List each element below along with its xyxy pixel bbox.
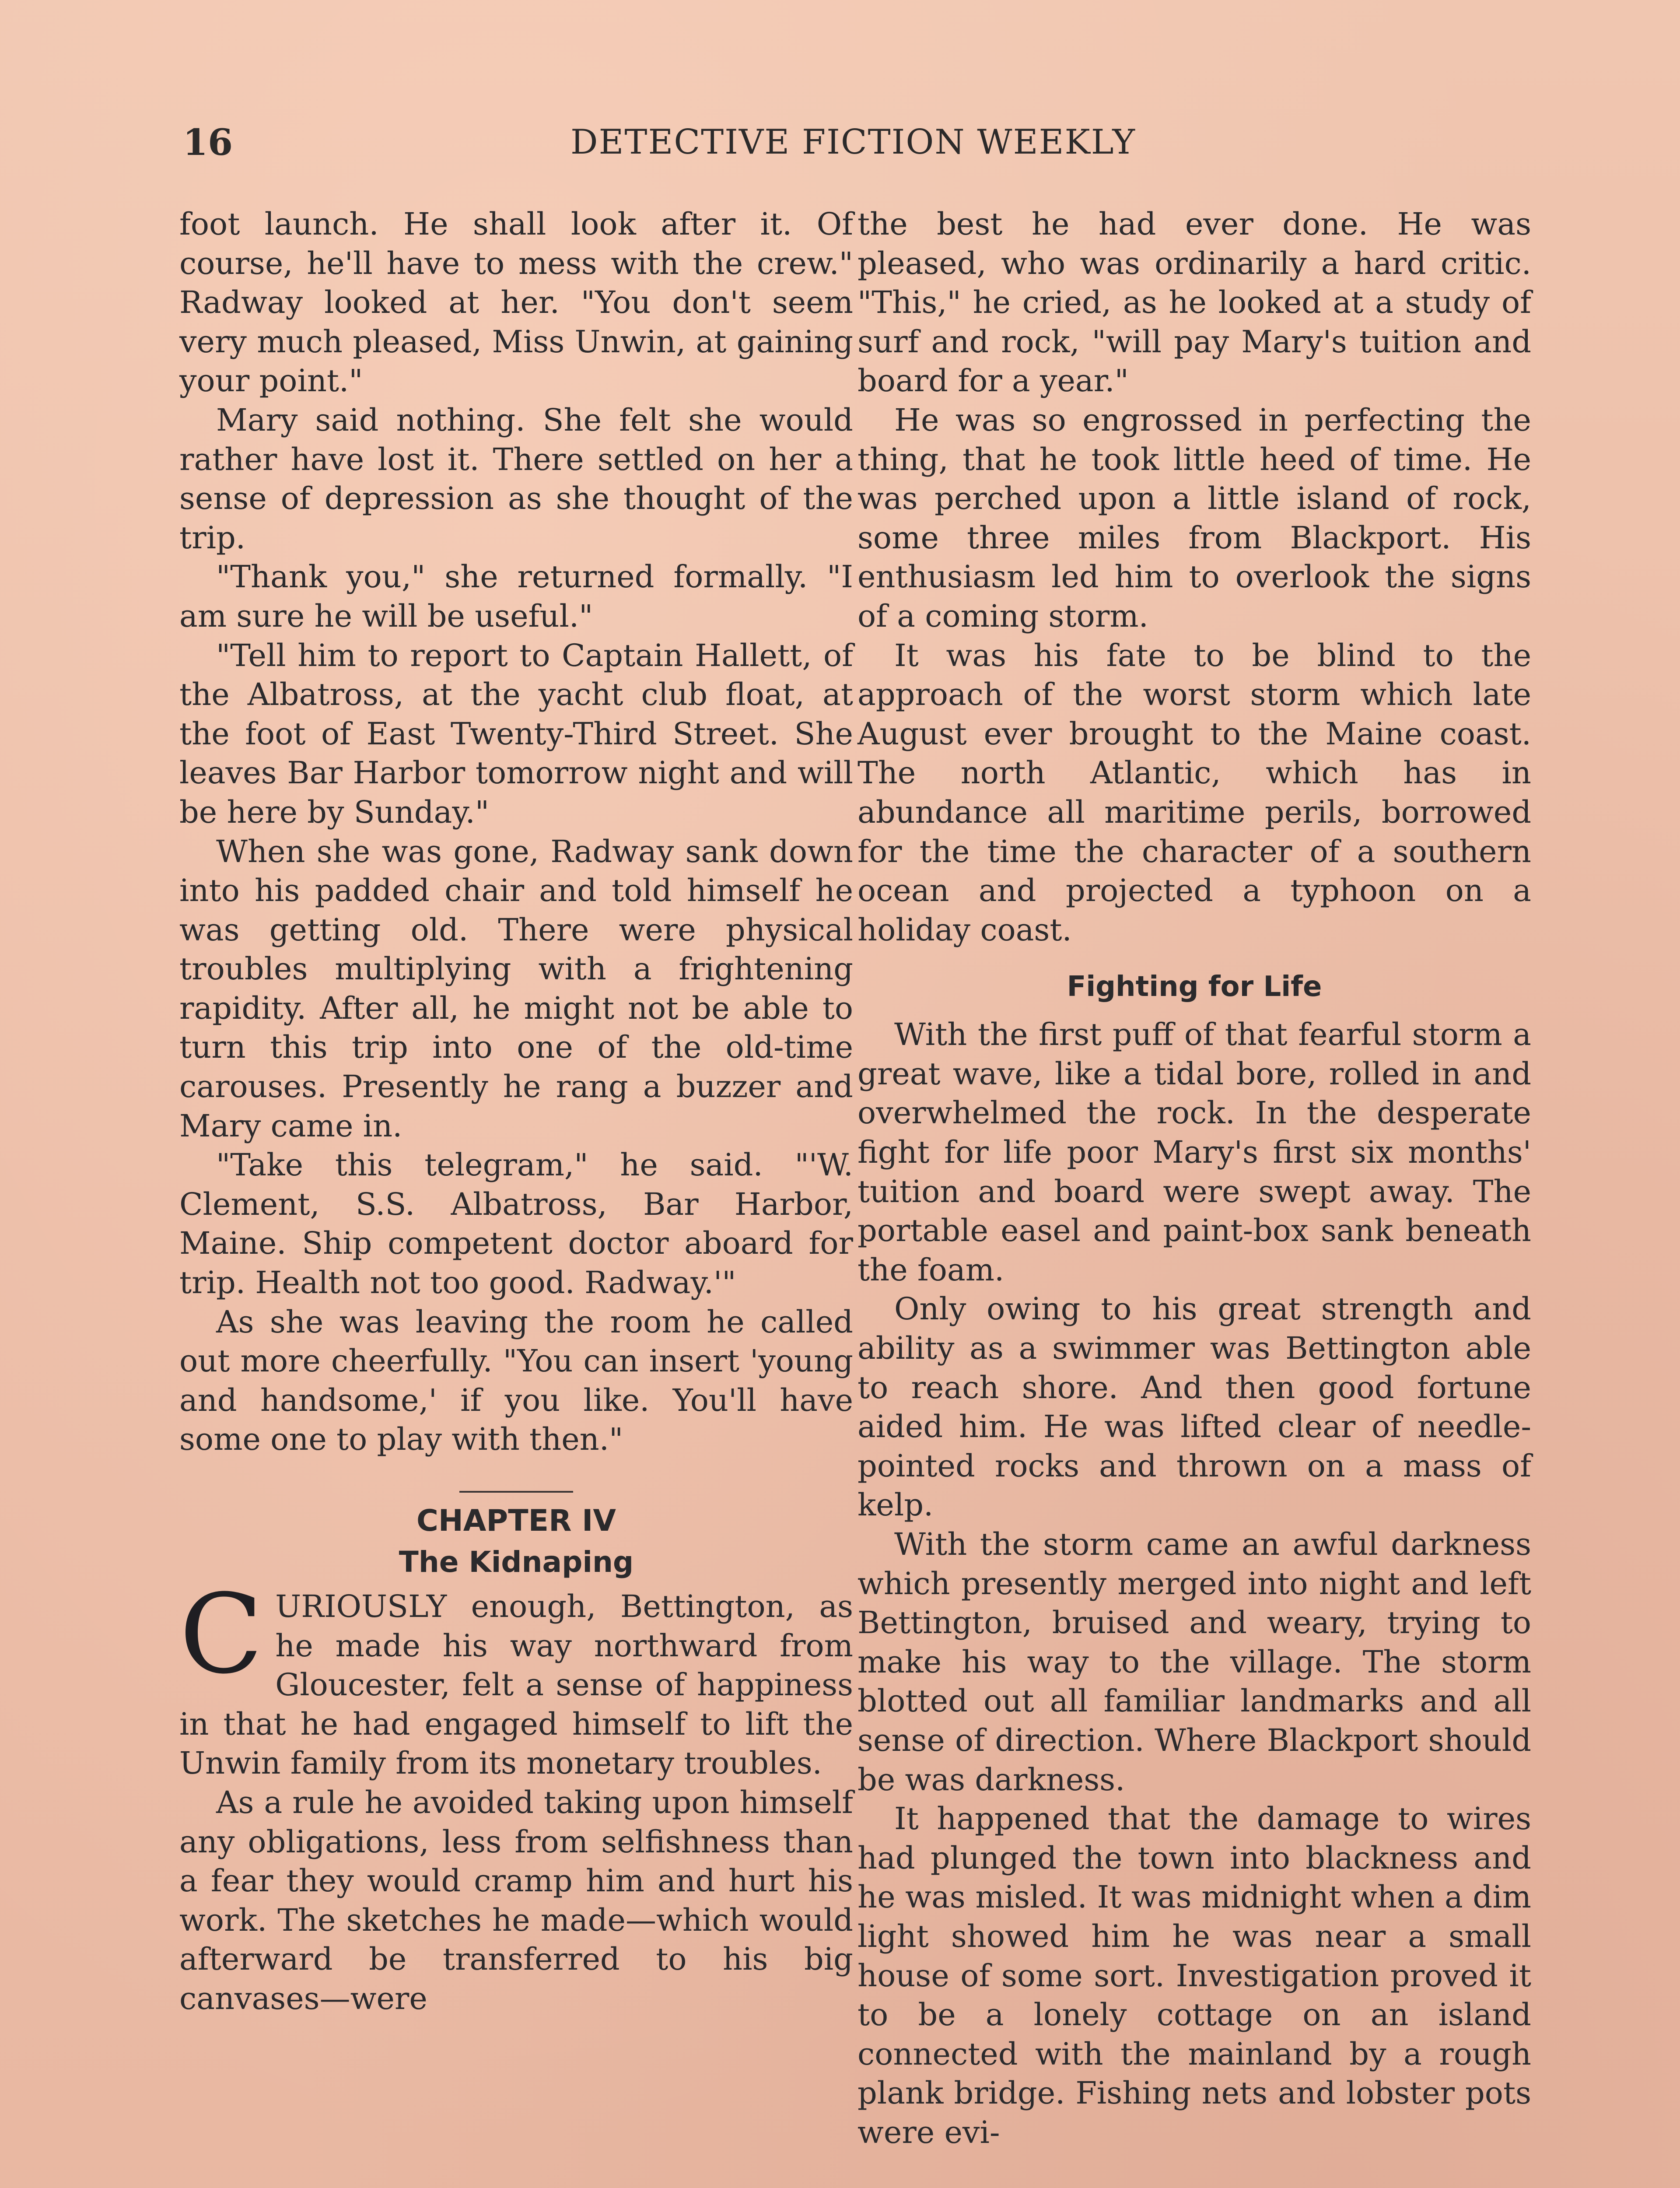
paragraph: "Tell him to report to Captain Hallett, of the Albatross, at the yacht club float, at the foot of East Twenty-Third Street. She leaves Bar Harbor tomorrow night and will be here by Sunday." [179, 637, 853, 830]
right-column [858, 205, 1531, 2153]
page-number: 16 [183, 122, 233, 164]
paragraph: It was his fate to be blind to the approach of the worst storm which late August ever brought to the Maine coast. The north Atlantic, which has in abundance all maritime perils, borrowed for the time the character of a southern ocean and projected a typhoon on a holiday coast. [858, 637, 1531, 948]
chapter-title: CHAPTER IV [416, 1504, 616, 1538]
drop-cap: C [179, 1571, 263, 1698]
paragraph: It happened that the damage to wires had plunged the town into blackness and he was misled. It was midnight when a dim light showed him he was near a small house of some sort. Investigation proved it to be a lonely cottage on an island connected with the mainland by a rough plank bridge. Fishing nets and lobster pots were evi- [858, 1801, 1531, 2150]
dropcap-paragraph [179, 1571, 853, 1783]
paragraph: foot launch. He shall look after it. Of course, he'll have to mess with the crew." Radway looked at her. "You don't seem very much pleased, Miss Unwin, at gaining your point." [179, 206, 853, 399]
paragraph: Only owing to his great strength and ability as a swimmer was Bettington able to reach shore. And then good fortune aided him. He was lifted clear of needle-pointed rocks and thrown on a mass of kelp. [858, 1291, 1531, 1523]
paragraph: He was so engrossed in perfecting the thing, that he took little heed of time. He was perched upon a little island of rock, some three miles from Blackport. His enthusiasm led him to overlook the signs of a coming storm. [858, 402, 1531, 634]
chapter-subtitle: The Kidnaping [399, 1545, 634, 1579]
paragraph: the best he had ever done. He was pleased, who was ordinarily a hard critic. "This," he cried, as he looked at a study of surf and rock, "will pay Mary's tuition and board for a year." [858, 206, 1531, 399]
running-title: DETECTIVE FICTION WEEKLY [570, 123, 1136, 162]
paragraph: As she was leaving the room he called out more cheerfully. "You can insert 'young and handsome,' if you like. You'll have some one to play with then." [179, 1304, 853, 1458]
paragraph: With the storm came an awful darkness which presently merged into night and left Bettington, bruised and weary, trying to make his way to the village. The storm blotted out all familiar landmarks and all sense of direction. Where Blackport should be was darkness. [858, 1526, 1531, 1798]
paragraph-text: URIOUSLY enough, Bettington, as he made his way northward from Gloucester, felt a sense of happiness in that he had engaged himself to lift the Unwin family from its monetary troubles. [179, 1588, 853, 1781]
paragraph: Mary said nothing. She felt she would rather have lost it. There settled on her a sense of depression as she thought of the trip. [179, 402, 853, 556]
paragraph: When she was gone, Radway sank down into his padded chair and told himself he was getting old. There were physical troubles multiplying with a frightening rapidity. After all, he might not be able to turn this trip into one of the old-time carouses. Presently he rang a buzzer and Mary came in. [179, 833, 853, 1144]
left-column [179, 205, 853, 2019]
paragraph: As a rule he avoided taking upon himself any obligations, less from selfishness than a fear they would cramp him and hurt his work. The sketches he made—which would afterward be transferred to his big canvases—were [179, 1784, 853, 2016]
paragraph: "Take this telegram," he said. "'W. Clement, S.S. Albatross, Bar Harbor, Maine. Ship competent doctor aboard for trip. Health not too good. Radway.'" [179, 1147, 853, 1301]
paragraph: With the first puff of that fearful storm a great wave, like a tidal bore, rolled in and overwhelmed the rock. In the desperate fight for life poor Mary's first six months' tuition and board were swept away. The portable easel and paint-box sank beneath the foam. [858, 1017, 1531, 1288]
section-heading: Fighting for Life [1067, 971, 1322, 1003]
paragraph: "Thank you," she returned formally. "I am sure he will be useful." [179, 559, 853, 634]
chapter-divider [459, 1491, 573, 1493]
